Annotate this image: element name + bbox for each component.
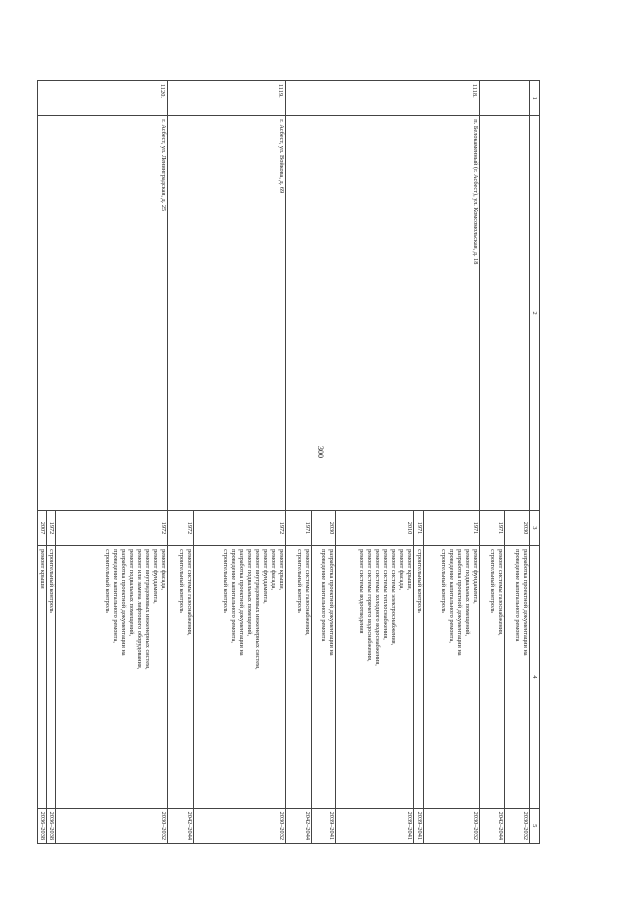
row-period: 2042–2044	[286, 808, 312, 843]
row-work: ремонт фундамента, ремонт подвальных помещений, разработка проектной документации на проведение капитального ремонта, строительный контроль	[424, 546, 480, 809]
header-col-2: 2	[530, 116, 540, 511]
row-work: ремонт системы газоснабжения, строительный контроль	[168, 546, 194, 809]
row-year: 1971	[286, 510, 312, 545]
table-row	[56, 81, 168, 844]
row-work: ремонт крыши, ремонт фасада, ремонт системы электроснабжения, ремонт системы теплоснабжения, ремонт системы холодного водоснабжения, ремонт системы горячего водоснабжения, ремонт системы водоотведения	[336, 546, 414, 809]
table-row	[505, 81, 530, 844]
row-year: 2010	[336, 510, 414, 545]
row-year: 1971	[480, 510, 505, 545]
row-year: 1972	[194, 510, 286, 545]
row-work: ремонт крыши, ремонт фасада, ремонт фундамента, ремонт внутридомовых инженерных систем, ремонт подвальных помещений, разработка проектной документации на проведение капитального ремонта, строительный контроль	[194, 546, 286, 809]
row-work: ремонт крыши	[38, 546, 47, 809]
row-year: 2007	[38, 510, 47, 545]
header-col-1: 1	[530, 81, 540, 116]
row-number: 1119.	[168, 81, 286, 116]
repair-schedule-table	[37, 80, 540, 844]
row-period: 2030–2032	[56, 808, 168, 843]
row-work: строительный контроль	[414, 546, 424, 809]
row-address	[480, 116, 530, 511]
header-col-3: 3	[530, 510, 540, 545]
row-work: ремонт системы газоснабжения, строительный контроль	[286, 546, 312, 809]
row-number: 1118.	[286, 81, 480, 116]
rotated-table-container	[39, 80, 540, 844]
row-number	[480, 81, 530, 116]
row-period: 2039–2041	[336, 808, 414, 843]
row-address: г. Асбест, ул. Ленинградская, д. 25	[38, 116, 168, 511]
row-year: 2030	[312, 510, 336, 545]
row-work: разработка проектной документации на проведение капитального ремонта	[312, 546, 336, 809]
row-period: 2042–2044	[168, 808, 194, 843]
row-year: 1972	[47, 510, 56, 545]
page-number: 300	[316, 446, 325, 458]
row-address: г. Асбест, ул. Войкова, д. 69	[168, 116, 286, 511]
row-year: 1972	[168, 510, 194, 545]
row-year: 2030	[505, 510, 530, 545]
row-period: 2042–2044	[480, 808, 505, 843]
row-period: 2036–2038	[47, 808, 56, 843]
row-period: 2030–2032	[194, 808, 286, 843]
row-period: 2039–2041	[414, 808, 424, 843]
header-col-4: 4	[530, 546, 540, 809]
row-period: 2039–2041	[312, 808, 336, 843]
row-work: ремонт системы газоснабжения, строительный контроль	[480, 546, 505, 809]
row-period: 2030–2032	[505, 808, 530, 843]
row-address: п. Белокаменный (г. Асбест), ул. Комсомольская, д. 18	[286, 116, 480, 511]
row-period: 2036–2038	[38, 808, 47, 843]
header-col-5: 5	[530, 808, 540, 843]
row-year: 1971	[424, 510, 480, 545]
row-work: строительный контроль	[47, 546, 56, 809]
row-year: 1971	[414, 510, 424, 545]
table-header-row	[530, 81, 540, 844]
row-year: 1972	[56, 510, 168, 545]
row-work: ремонт фасада, ремонт фундамента, ремонт внутридомовых инженерных систем, ремонт или замена лифтового оборудования, ремонт подвальных помещений, разработка проектной документации на проведение капитального ремонта, строительный контроль	[56, 546, 168, 809]
row-period: 2030–2032	[424, 808, 480, 843]
table-row	[424, 81, 480, 844]
row-number: 1120.	[38, 81, 168, 116]
row-work: разработка проектной документации на проведение капитального ремонта	[505, 546, 530, 809]
table-row	[194, 81, 286, 844]
